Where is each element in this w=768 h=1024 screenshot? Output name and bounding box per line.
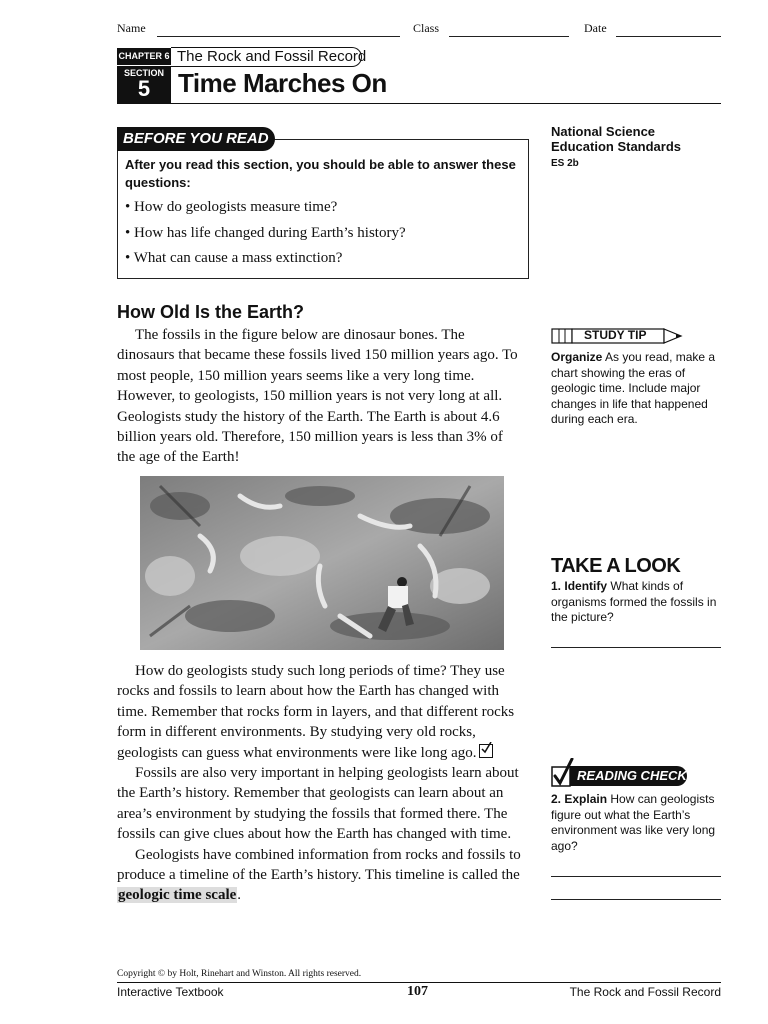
before-you-read-tab: BEFORE YOU READ bbox=[117, 127, 275, 151]
standards-title-line1: National Science bbox=[551, 124, 656, 139]
section-title: Time Marches On bbox=[178, 68, 387, 98]
copyright-notice: Copyright © by Holt, Rinehart and Winston. All rights reserved. bbox=[117, 969, 362, 979]
page-number: 107 bbox=[407, 984, 428, 999]
take-a-look-body: What kinds of organisms formed the fossils in the picture? bbox=[551, 579, 717, 624]
take-a-look-title: TAKE A LOOK bbox=[551, 555, 681, 577]
take-a-look-question bbox=[551, 579, 723, 626]
chapter-title: The Rock and Fossil Record bbox=[177, 48, 367, 65]
before-you-read-intro: After you read this section, you should be able to answer these questions: bbox=[125, 157, 516, 190]
footer-book-title: Interactive Textbook bbox=[117, 985, 224, 999]
study-tip-body: As you read, make a chart showing the eras of geologic time. Include major changes in life that happened during each era. bbox=[551, 350, 716, 426]
reading-check-question bbox=[551, 792, 723, 854]
geologic-time-scale-term: geologic time scale bbox=[118, 887, 237, 904]
footer-chapter-title: The Rock and Fossil Record bbox=[569, 985, 721, 999]
footer-divider bbox=[117, 982, 721, 983]
reading-check-body: How can geologists figure out what the Earth’s environment was like very long ago? bbox=[551, 792, 716, 853]
section-number: 5 bbox=[137, 76, 151, 101]
study-tip-banner bbox=[551, 327, 686, 345]
question-1: • How do geologists measure time? bbox=[125, 199, 338, 215]
study-tip-lead: Organize bbox=[551, 350, 603, 364]
name-label: Name bbox=[117, 21, 146, 35]
paragraph-4 bbox=[117, 845, 523, 906]
reading-check-banner bbox=[551, 758, 691, 788]
section-tag: SECTION bbox=[123, 68, 164, 78]
section-heading: How Old Is the Earth? bbox=[117, 302, 305, 322]
study-tip-label: STUDY TIP bbox=[584, 328, 647, 342]
question-2: • How has life changed during Earth’s history? bbox=[125, 225, 406, 241]
reading-check-mark-icon bbox=[479, 744, 493, 758]
checkbox-check-icon bbox=[551, 758, 577, 788]
paragraph-4-end: . bbox=[237, 887, 242, 904]
question-3: • What can cause a mass extinction? bbox=[125, 250, 343, 266]
standards-title bbox=[551, 124, 681, 154]
name-field-line[interactable] bbox=[157, 36, 400, 37]
date-field-line[interactable] bbox=[616, 36, 721, 37]
paragraph-1: The fossils in the figure below are dinosaur bones. The dinosaurs that became these fossils lived 150 million years ago. To most people, 150 million years seems like a very long time. However, to geologists, 150 million years is not very long at all. Geologists study the history of the Earth. The Earth is about 4.6 billion years old. Therefore, 150 million years is less than 3% of the age of the Earth! bbox=[117, 327, 518, 466]
class-label: Class bbox=[413, 21, 440, 35]
reading-check-label: READING CHECK bbox=[567, 766, 687, 786]
reading-check-number: 2. bbox=[551, 792, 562, 806]
reading-check-answer-line-1[interactable] bbox=[551, 876, 721, 877]
chapter-tag: CHAPTER 6 bbox=[117, 48, 171, 65]
paragraph-2 bbox=[117, 661, 523, 763]
paragraph-3: Fossils are also very important in helping geologists learn about the Earth’s history. Remember that geologists can learn about an area’s environment by studying the fossils that formed there. The fossils can give clues about how the Earth has changed with time. bbox=[117, 765, 519, 843]
section-divider bbox=[117, 103, 721, 104]
paragraphs-block bbox=[117, 661, 523, 906]
date-label: Date bbox=[584, 21, 607, 35]
reading-check-answer-line-2[interactable] bbox=[551, 899, 721, 900]
standards-title-line2: Education Standards bbox=[551, 139, 682, 154]
study-tip-text bbox=[551, 350, 723, 428]
section-box bbox=[117, 66, 171, 104]
paragraph-2-text: How do geologists study such long periods of time? They use rocks and fossils to learn about how the Earth has changed with time. Remember that rocks form in layers, and that different rocks form in different environments. By studying very old rocks, geologists can guess what environments were like long ago. bbox=[117, 663, 515, 761]
dinosaur-fossil-photo bbox=[140, 476, 504, 650]
take-a-look-number: 1. bbox=[551, 579, 562, 593]
paragraph-1-block bbox=[117, 325, 523, 468]
reading-check-lead: Explain bbox=[564, 792, 608, 806]
take-a-look-lead: Identify bbox=[564, 579, 608, 593]
fossil-photo-illustration bbox=[140, 476, 504, 650]
take-a-look-answer-line[interactable] bbox=[551, 647, 721, 648]
standards-code: ES 2b bbox=[551, 158, 579, 169]
class-field-line[interactable] bbox=[449, 36, 569, 37]
paragraph-4-start: Geologists have combined information from rocks and fossils to produce a timeline of the Earth’s history. This timeline is called the bbox=[117, 846, 521, 884]
